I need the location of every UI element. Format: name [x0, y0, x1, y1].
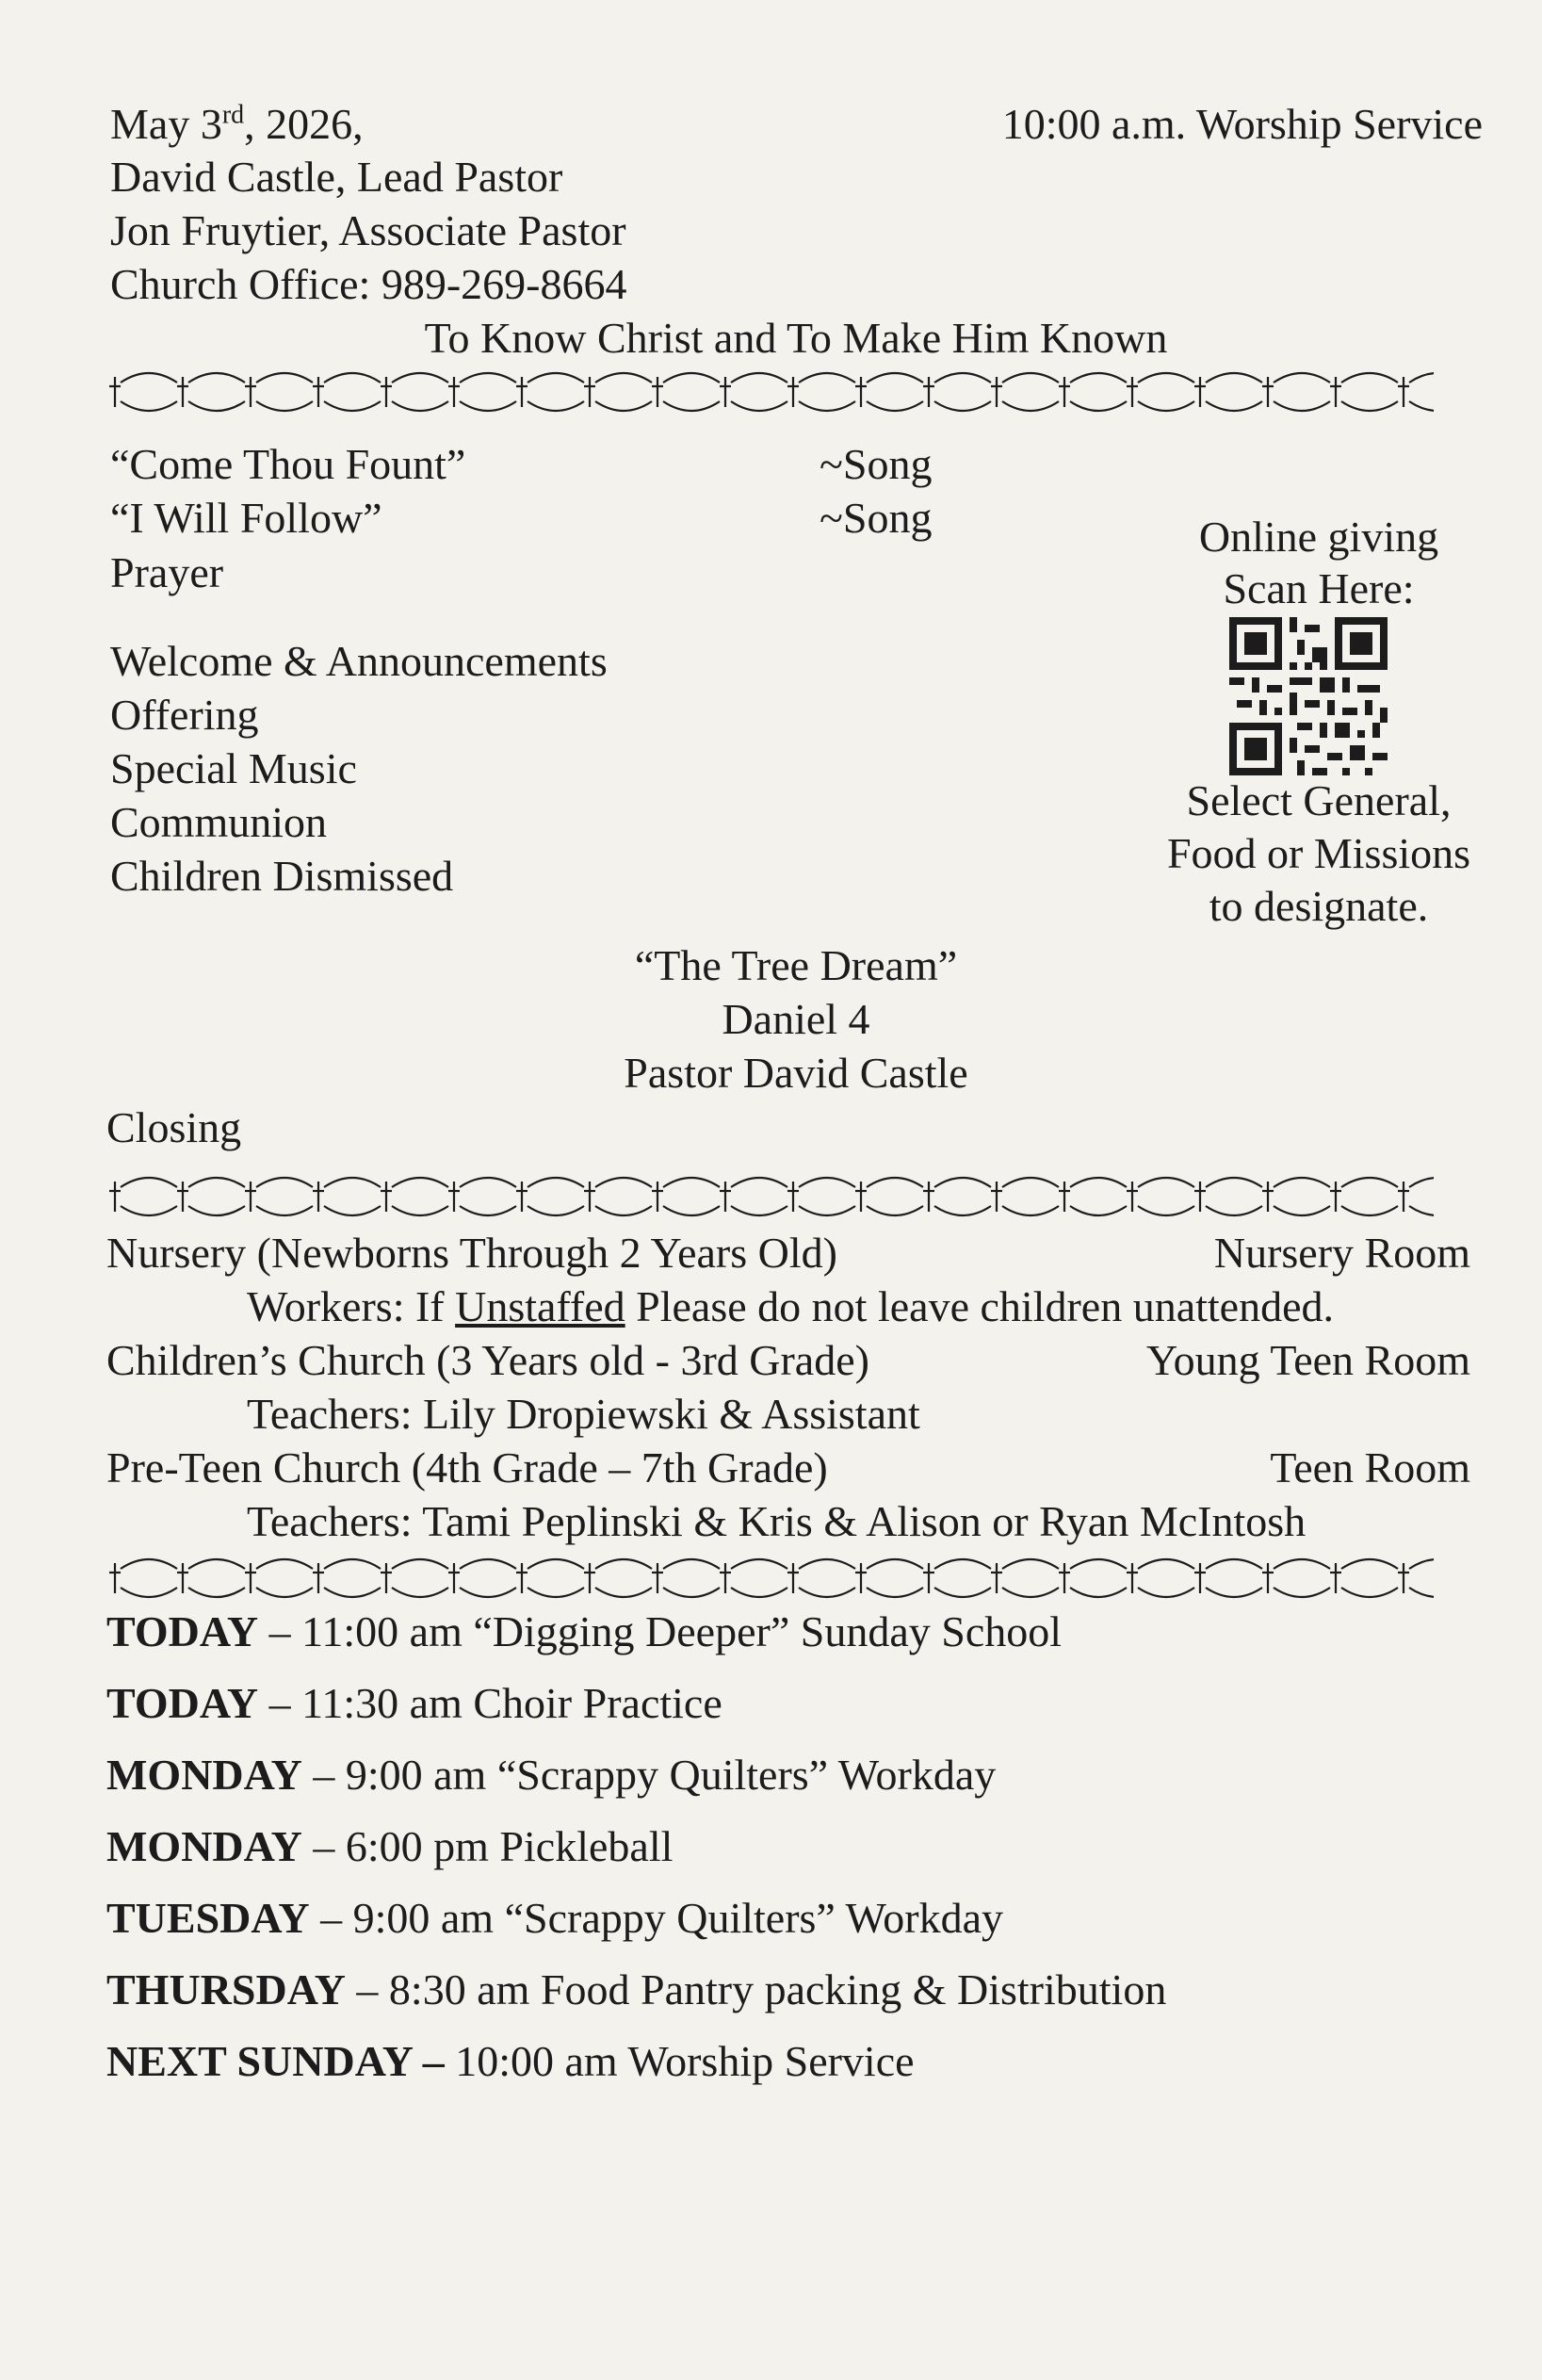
cross-chain-divider-icon: [106, 364, 1434, 420]
event-item: [106, 1677, 722, 1730]
giving-line-2: Scan Here:: [1223, 564, 1415, 612]
giving-line-1: Online giving: [1198, 513, 1439, 561]
event-detail: – 8:30 am Food Pantry packing & Distribution: [345, 1965, 1167, 2013]
giving-line-3: Select General,: [1186, 776, 1452, 824]
order-item-closing: Closing: [106, 1103, 242, 1151]
order-item-2: “I Will Follow”: [110, 494, 382, 542]
church-office-phone: Church Office: 989-269-8664: [110, 260, 627, 308]
order-item-offering: Offering: [110, 691, 259, 739]
preteen-church-teachers: Teachers: Tami Peplinski & Kris & Alison or Ryan McIntosh: [247, 1497, 1307, 1545]
nursery-room: Nursery Room: [1213, 1229, 1470, 1277]
event-day: TODAY: [106, 1607, 259, 1655]
event-item: [106, 1964, 1166, 2016]
cross-chain-divider-icon: [106, 1550, 1434, 1606]
order-item-welcome: Welcome & Announcements: [110, 637, 608, 685]
order-item-communion: Communion: [110, 798, 328, 846]
nursery-workers: [247, 1280, 1334, 1333]
nursery-label: Nursery (Newborns Through 2 Years Old): [106, 1229, 837, 1277]
childrens-church-label: Children’s Church (3 Years old - 3rd Grade): [106, 1336, 869, 1384]
event-day: MONDAY: [106, 1822, 302, 1870]
event-detail: – 11:30 am Choir Practice: [258, 1679, 722, 1727]
event-item: [106, 1749, 996, 1801]
event-detail: – 9:00 am “Scrappy Quilters” Workday: [301, 1751, 997, 1799]
order-item-prayer: Prayer: [110, 548, 224, 596]
childrens-church-room: Young Teen Room: [1146, 1336, 1470, 1384]
order-item-2-note: ~Song: [820, 494, 933, 542]
sermon-speaker: Pastor David Castle: [624, 1049, 968, 1097]
order-item-1: “Come Thou Fount”: [110, 440, 466, 488]
event-detail: – 11:00 am “Digging Deeper” Sunday School: [258, 1607, 1063, 1655]
event-item: [106, 1892, 1003, 1945]
order-item-special-music: Special Music: [110, 744, 357, 792]
nursery-workers-prefix: Workers: If: [247, 1282, 456, 1330]
event-item: [106, 1820, 673, 1873]
nursery-workers-unstaffed: Unstaffed: [455, 1282, 625, 1330]
childrens-church-teachers: Teachers: Lily Dropiewski & Assistant: [247, 1390, 920, 1438]
sermon-passage: Daniel 4: [722, 995, 870, 1043]
order-item-1-note: ~Song: [820, 440, 933, 488]
event-detail: – 9:00 am “Scrappy Quilters” Workday: [309, 1894, 1003, 1942]
nursery-workers-suffix: Please do not leave children unattended.: [625, 1282, 1335, 1330]
giving-line-4: Food or Missions: [1166, 829, 1471, 877]
event-item: [106, 1606, 1062, 1658]
event-day: MONDAY: [106, 1751, 302, 1799]
lead-pastor: David Castle, Lead Pastor: [110, 153, 563, 201]
sermon-title: “The Tree Dream”: [634, 941, 958, 989]
event-item: [106, 2035, 915, 2088]
order-item-children-dismissed: Children Dismissed: [110, 852, 454, 900]
event-day: TODAY: [106, 1679, 259, 1727]
service-time: 10:00 a.m. Worship Service: [1001, 100, 1483, 148]
preteen-church-room: Teen Room: [1270, 1443, 1470, 1492]
date-superscript: rd: [221, 100, 245, 130]
event-day: TUESDAY: [106, 1894, 310, 1942]
qr-code-icon[interactable]: [1229, 617, 1388, 775]
cross-chain-divider-icon: [106, 1168, 1434, 1225]
associate-pastor: Jon Fruytier, Associate Pastor: [110, 206, 626, 254]
date-prefix: May 3: [110, 100, 222, 148]
event-detail: 10:00 am Worship Service: [444, 2037, 915, 2085]
event-day: NEXT SUNDAY –: [106, 2037, 445, 2085]
service-date: [110, 98, 364, 151]
preteen-church-label: Pre-Teen Church (4th Grade – 7th Grade): [106, 1443, 828, 1492]
date-suffix: , 2026,: [244, 100, 364, 148]
event-day: THURSDAY: [106, 1965, 346, 2013]
event-detail: – 6:00 pm Pickleball: [301, 1822, 674, 1870]
giving-line-5: to designate.: [1209, 882, 1429, 930]
church-motto: To Know Christ and To Make Him Known: [424, 314, 1168, 362]
